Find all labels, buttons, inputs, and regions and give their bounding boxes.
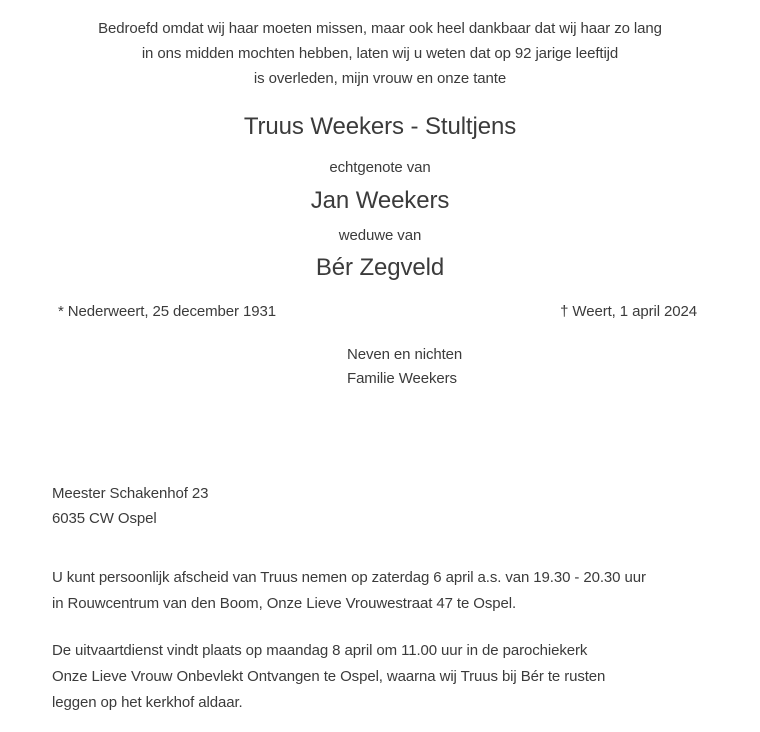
intro-line: is overleden, mijn vrouw en onze tante bbox=[253, 70, 507, 87]
birth-date: * Nederweert, 25 december 1931 bbox=[58, 303, 276, 320]
intro-line: Bedroefd omdat wij haar moeten missen, maar ook heel dankbaar dat wij haar zo lang bbox=[98, 20, 662, 37]
deceased-name: Truus Weekers - Stultjens bbox=[243, 113, 517, 140]
funeral-paragraph bbox=[52, 638, 760, 716]
relation-label-spouse: echtgenote van bbox=[329, 159, 431, 176]
funeral-line: De uitvaartdienst vindt plaats op maandag 8 april om 11.00 uur in de parochiekerk bbox=[52, 642, 588, 659]
family-signature bbox=[347, 343, 760, 391]
address-street: Meester Schakenhof 23 bbox=[52, 485, 209, 502]
funeral-line: Onze Lieve Vrouw Onbevlekt Ontvangen te Ospel, waarna wij Truus bij Bér te rusten bbox=[52, 668, 606, 685]
intro-line: in ons midden mochten hebben, laten wij u weten dat op 92 jarige leeftijd bbox=[141, 45, 619, 62]
address-city: 6035 CW Ospel bbox=[52, 510, 157, 527]
visitation-paragraph bbox=[52, 565, 760, 617]
intro-paragraph bbox=[0, 16, 760, 91]
relation-label-widow: weduwe van bbox=[338, 227, 422, 244]
spouse-name: Jan Weekers bbox=[310, 187, 450, 214]
visitation-line: in Rouwcentrum van den Boom, Onze Lieve Vrouwestraat 47 te Ospel. bbox=[52, 595, 517, 612]
death-date: † Weert, 1 april 2024 bbox=[560, 303, 697, 320]
family-signature-line: Neven en nichten bbox=[347, 346, 463, 363]
family-signature-line: Familie Weekers bbox=[347, 370, 457, 387]
funeral-line: leggen op het kerkhof aldaar. bbox=[52, 694, 243, 711]
life-dates-row bbox=[0, 299, 760, 324]
correspondence-address bbox=[52, 481, 760, 531]
late-spouse-name: Bér Zegveld bbox=[315, 254, 445, 281]
visitation-line: U kunt persoonlijk afscheid van Truus nemen op zaterdag 6 april a.s. van 19.30 - 20.30 uur bbox=[52, 569, 646, 586]
